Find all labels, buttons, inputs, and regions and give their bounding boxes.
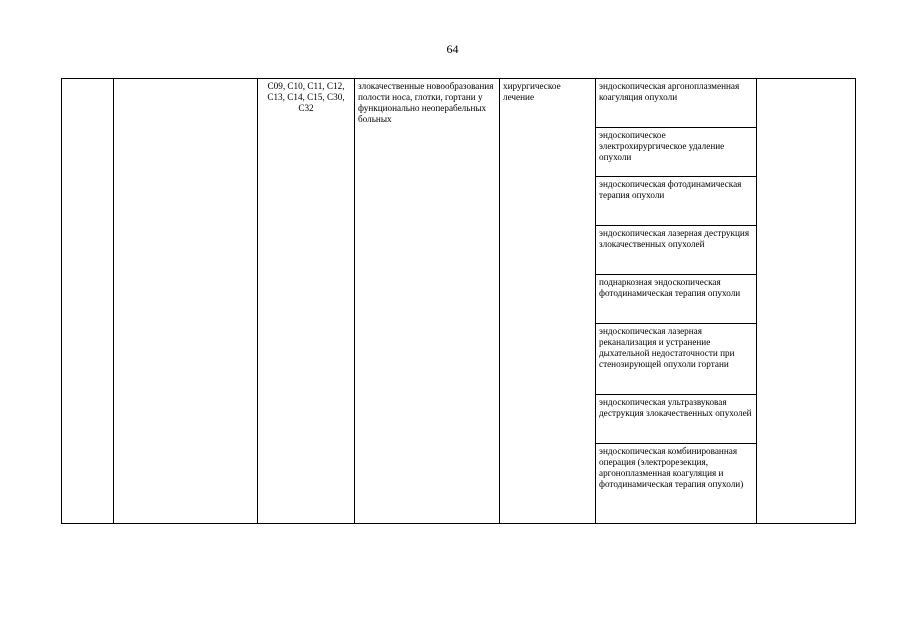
- method-cell: эндоскопическая лазерная реканализация и устранение дыхательной недостаточности при стенозирующей опухоли гортани: [596, 324, 757, 395]
- method-cell: поднаркозная эндоскопическая фотодинамическая терапия опухоли: [596, 275, 757, 324]
- method-cell: эндоскопическая комбинированная операция (электрорезекция, аргоноплазменная коагуляция и фотодинамическая терапия опухоли): [596, 444, 757, 524]
- table-row: [62, 79, 856, 128]
- empty-cell-last: [757, 79, 856, 524]
- treatment-type-cell: хирургическое лечение: [500, 79, 596, 524]
- method-cell: эндоскопическое электрохирургическое удаление опухоли: [596, 128, 757, 177]
- icd-codes-cell: C09, C10, C11, C12, C13, C14, C15, C30, C32: [258, 79, 355, 524]
- method-cell: эндоскопическая аргоноплазменная коагуляция опухоли: [596, 79, 757, 128]
- empty-cell-2: [114, 79, 258, 524]
- empty-cell-1: [62, 79, 114, 524]
- medical-procedures-table: [61, 78, 856, 524]
- diagnosis-cell: злокачественные новообразования полости носа, глотки, гортани у функционально неоперабельных больных: [355, 79, 500, 524]
- method-cell: эндоскопическая ультразвуковая деструкция злокачественных опухолей: [596, 395, 757, 444]
- method-cell: эндоскопическая фотодинамическая терапия опухоли: [596, 177, 757, 226]
- page-number: 64: [446, 42, 459, 56]
- method-cell: эндоскопическая лазерная деструкция злокачественных опухолей: [596, 226, 757, 275]
